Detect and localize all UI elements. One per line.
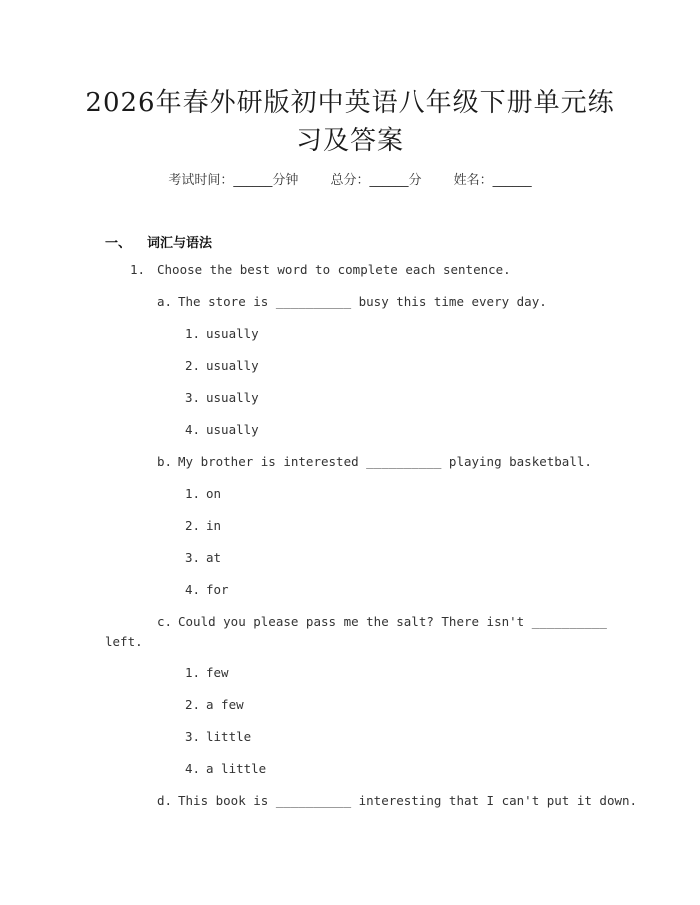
item-label: b. — [157, 454, 173, 469]
option-number: 2. — [185, 518, 201, 533]
option-number: 1. — [185, 486, 201, 501]
time-blank: ______ — [233, 173, 273, 188]
option — [185, 390, 259, 405]
score-label: 总分： — [330, 173, 370, 188]
option-text: for — [206, 582, 229, 597]
option — [185, 422, 259, 437]
exam-time — [168, 173, 298, 188]
score-blank: ______ — [369, 173, 409, 188]
option-number: 4. — [185, 582, 201, 597]
option — [185, 550, 221, 565]
section-number: 一、 — [105, 236, 132, 251]
section-heading — [105, 232, 212, 251]
option-text: usually — [206, 422, 259, 437]
option-number: 3. — [185, 729, 201, 744]
item-label: a. — [157, 294, 173, 309]
option-text: a little — [206, 761, 267, 776]
option-text: usually — [206, 326, 259, 341]
item-b — [157, 454, 592, 469]
option-number: 3. — [185, 390, 201, 405]
option — [185, 729, 251, 744]
option — [185, 761, 266, 776]
option — [185, 518, 221, 533]
item-c — [157, 614, 607, 629]
time-label: 考试时间： — [168, 173, 234, 188]
option-number: 4. — [185, 422, 201, 437]
option-text: in — [206, 518, 222, 533]
option — [185, 697, 244, 712]
option-text: a few — [206, 697, 244, 712]
item-text: This book is __________ interesting that I can't put it down. — [178, 793, 638, 808]
item-text: Could you please pass me the salt? There isn't __________ — [178, 614, 607, 629]
option-number: 1. — [185, 326, 201, 341]
question-number: 1. — [130, 262, 146, 277]
item-d — [157, 793, 637, 808]
name-blank: ______ — [492, 173, 532, 188]
option-text: little — [206, 729, 252, 744]
exam-score — [330, 173, 421, 188]
name-label: 姓名： — [453, 173, 493, 188]
item-a — [157, 294, 547, 309]
time-unit: 分钟 — [272, 173, 299, 188]
option-number: 1. — [185, 665, 201, 680]
option-number: 2. — [185, 358, 201, 373]
exam-name — [454, 173, 532, 188]
option — [185, 358, 259, 373]
option-text: at — [206, 550, 222, 565]
score-unit: 分 — [408, 173, 422, 188]
document-title-line-1: 2026年春外研版初中英语八年级下册单元练 — [85, 88, 615, 118]
option — [185, 326, 259, 341]
option-text: usually — [206, 390, 259, 405]
option-number: 3. — [185, 550, 201, 565]
document-title-line-2: 习及答案 — [295, 126, 404, 156]
item-label: c. — [157, 614, 173, 629]
question-instruction — [130, 262, 511, 277]
option — [185, 582, 229, 597]
item-text: The store is __________ busy this time every day. — [178, 294, 547, 309]
option — [185, 665, 229, 680]
item-text: My brother is interested __________ playing basketball. — [178, 454, 592, 469]
option-number: 2. — [185, 697, 201, 712]
option-text: on — [206, 486, 222, 501]
option-text: usually — [206, 358, 259, 373]
item-text-continuation: left. — [105, 634, 143, 649]
item-label: d. — [157, 793, 173, 808]
question-text: Choose the best word to complete each sentence. — [157, 262, 511, 277]
exam-meta — [0, 169, 700, 188]
section-title: 词汇与语法 — [147, 236, 213, 251]
option-number: 4. — [185, 761, 201, 776]
option — [185, 486, 221, 501]
option-text: few — [206, 665, 229, 680]
